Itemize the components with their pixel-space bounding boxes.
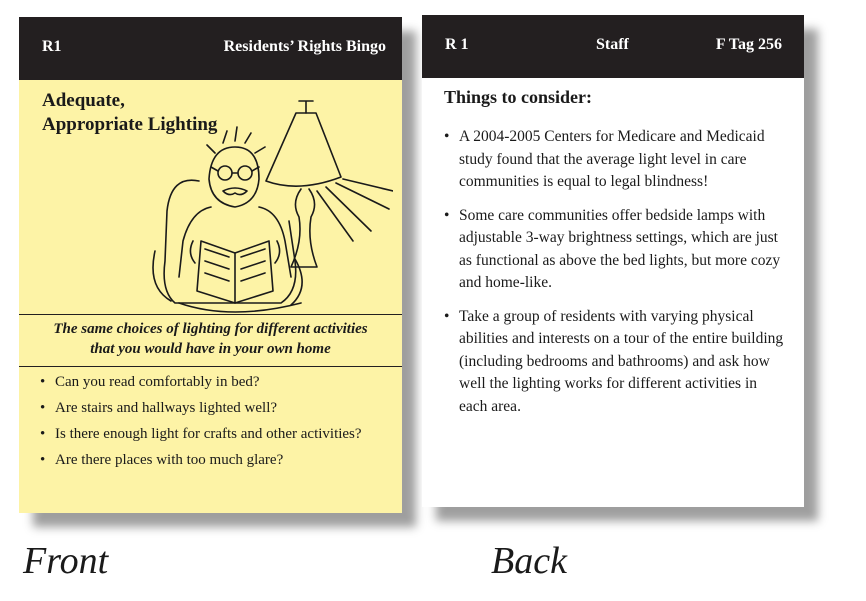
back-card — [422, 15, 804, 507]
back-caption: Back — [491, 540, 567, 582]
front-card — [19, 17, 402, 513]
tagline — [19, 319, 402, 359]
list-item: • Are there places with too much glare? — [38, 451, 402, 470]
f-tag-label: F Tag 256 — [715, 36, 782, 53]
list-item: • A 2004-2005 Centers for Medicare and Medicaid study found that the average light level in care communities is equal to legal blindness! — [442, 126, 784, 194]
list-item: • Can you read comfortably in bed? — [38, 373, 402, 392]
front-card-id: R1 — [42, 38, 62, 55]
tagline-line2: that you would have in your own home — [90, 341, 331, 357]
tagline-line1: The same choices of lighting for different activities — [53, 321, 368, 337]
back-card-id: R 1 — [445, 36, 469, 53]
list-item: • Is there enough light for crafts and other activities? — [38, 425, 402, 444]
front-header-bar — [19, 17, 402, 80]
reading-resident-lamp-illustration — [131, 91, 393, 327]
topic-title-line1: Adequate, — [42, 90, 125, 111]
audience-label: Staff — [596, 36, 629, 53]
topic-title-line2: Appropriate Lighting — [42, 114, 218, 135]
divider-bottom — [19, 366, 402, 367]
back-header-bar — [422, 15, 804, 78]
list-item: • Some care communities offer bedside lamps with adjustable 3-way brightness settings, which are just as functional as above the bed lights, but more cozy and home-like. — [442, 205, 784, 295]
divider-top — [19, 314, 402, 315]
consider-list — [442, 126, 784, 429]
list-item: • Take a group of residents with varying physical abilities and interests on a tour of the entire building (including bedrooms and bathrooms) and ask how well the lighting works for different activities in each area. — [442, 306, 784, 419]
front-caption: Front — [23, 540, 109, 582]
list-item: • Are stairs and hallways lighted well? — [38, 399, 402, 418]
consider-heading: Things to consider: — [444, 87, 593, 107]
question-list — [38, 373, 402, 477]
game-title: Residents’ Rights Bingo — [223, 38, 386, 55]
